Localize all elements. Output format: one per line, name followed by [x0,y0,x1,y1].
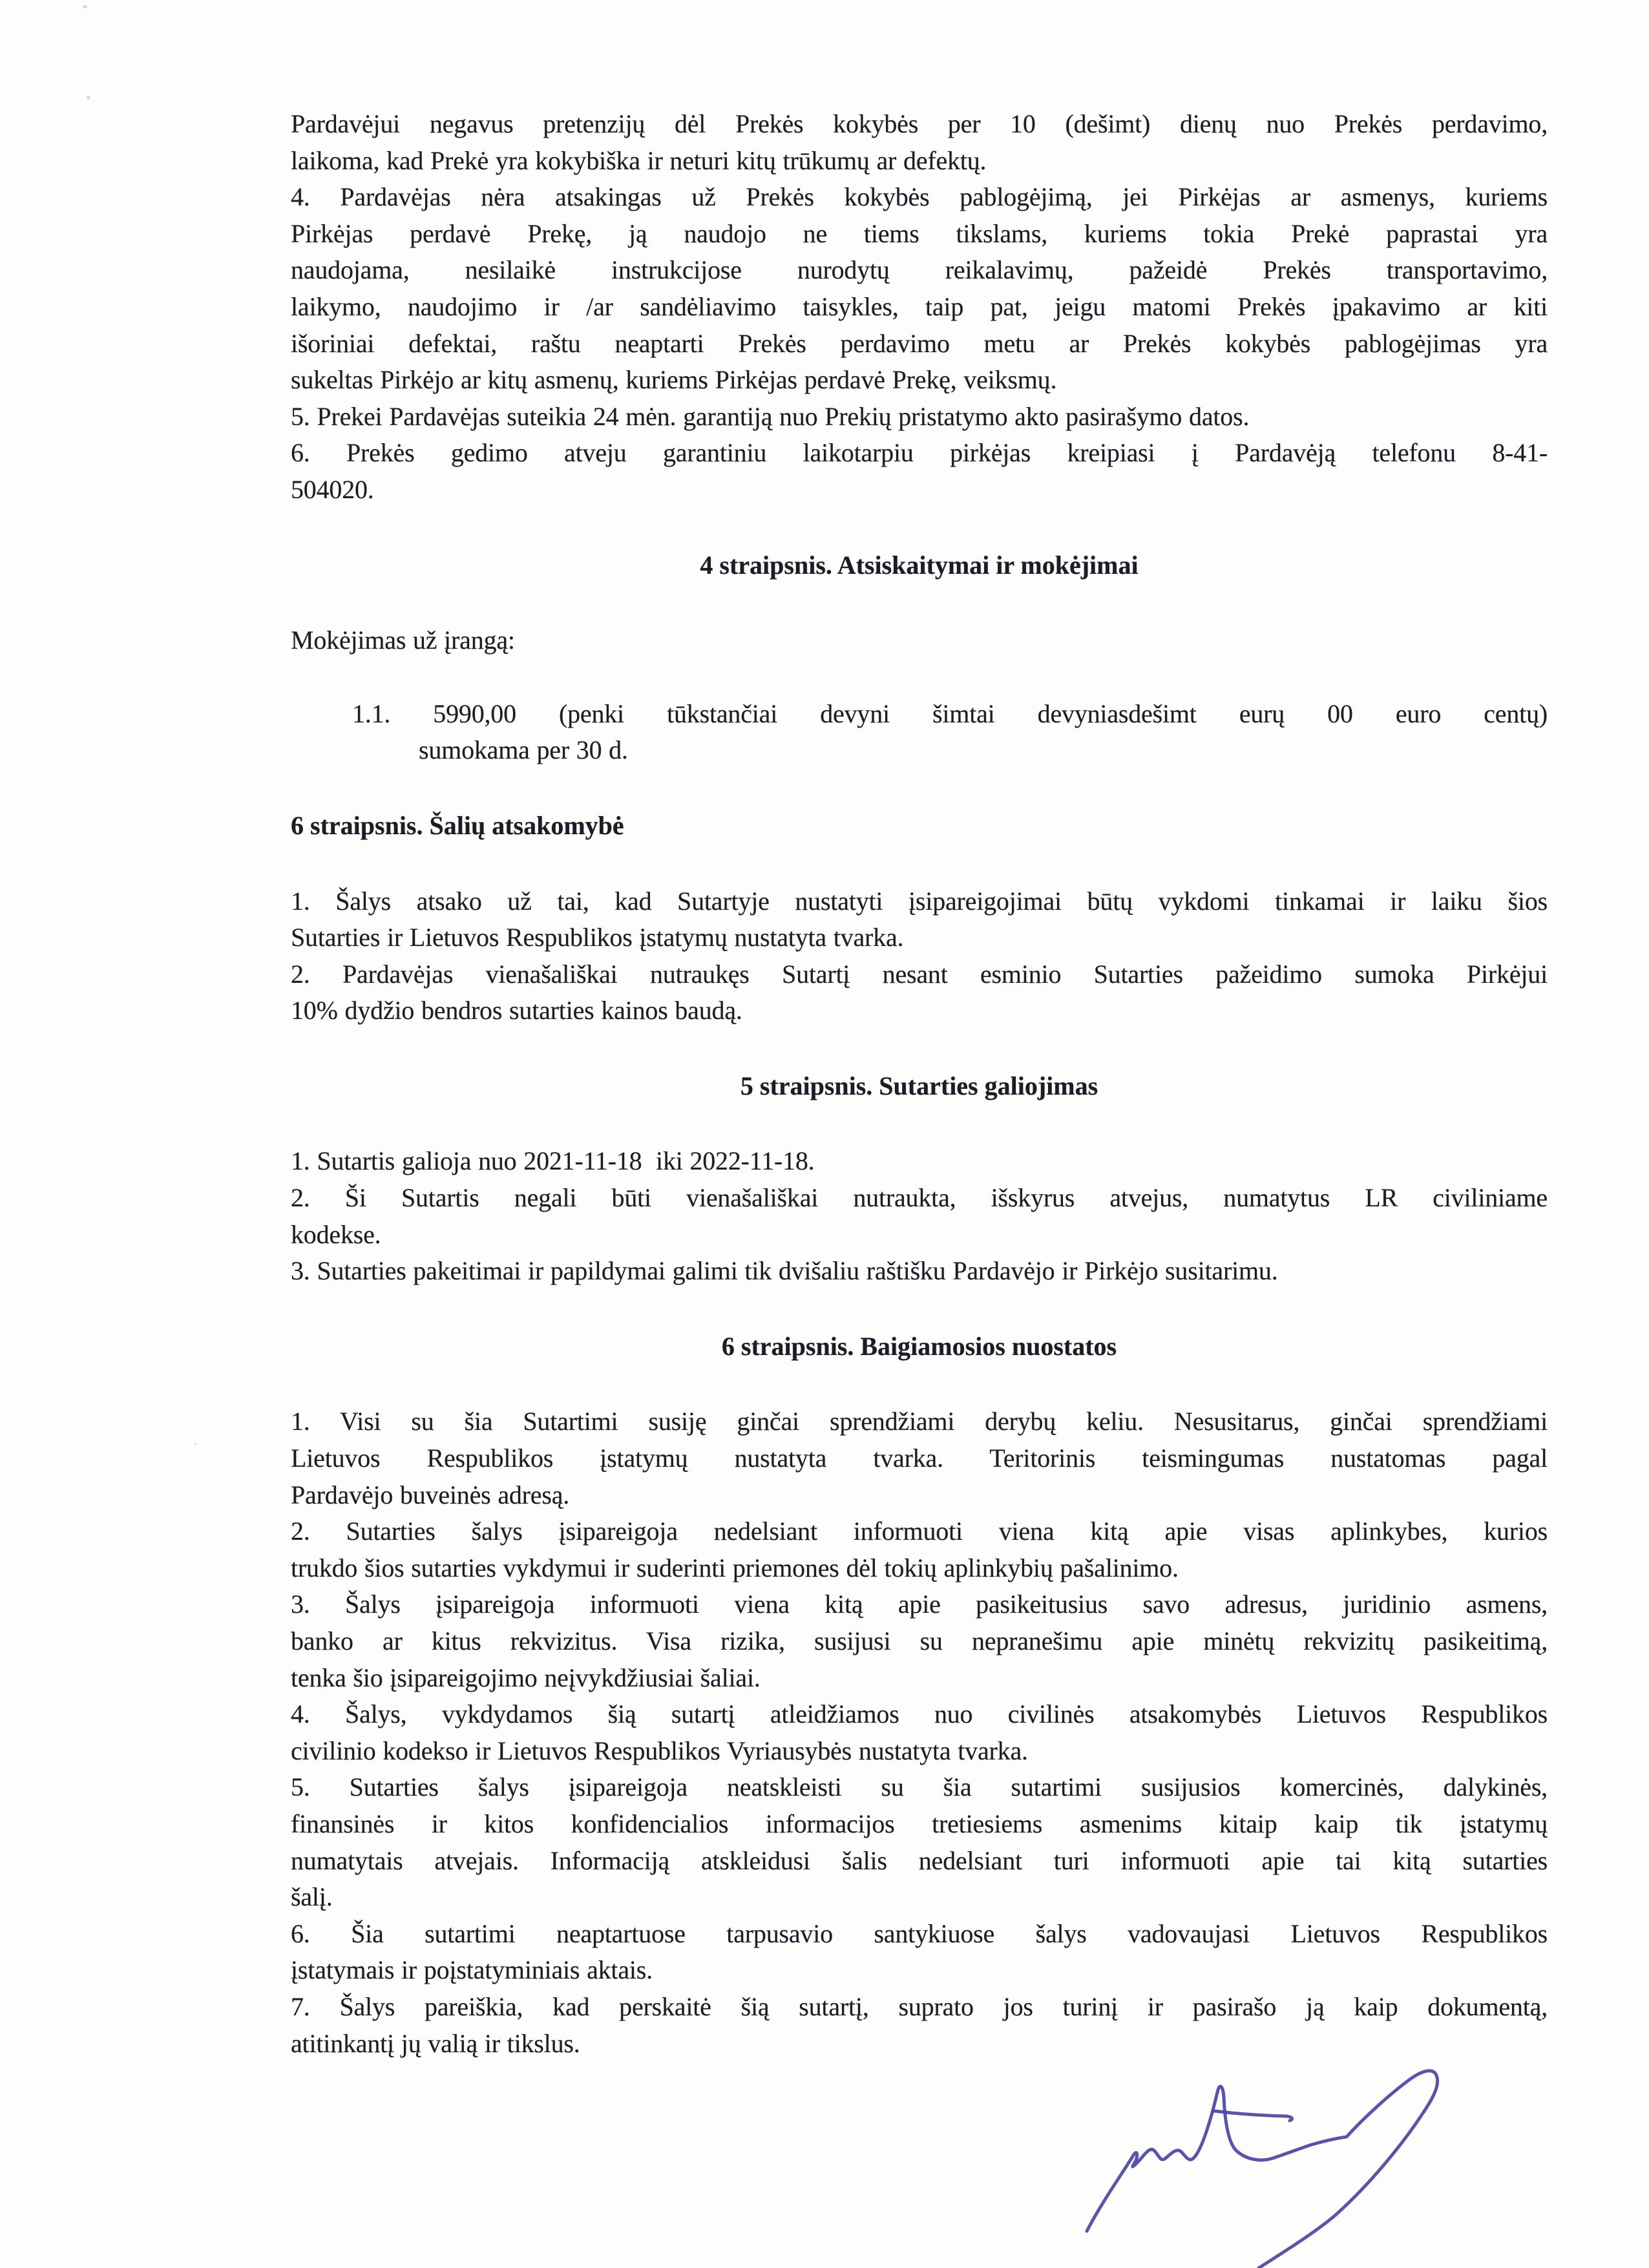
text-line: 10% dydžio bendros sutarties kainos baudą. [291,996,742,1025]
text-line: atitinkantį jų valią ir tikslus. [291,2028,580,2058]
paragraph [291,883,1548,956]
text-line: 5. Prekei Pardavėjas suteikia 24 mėn. garantiją nuo Prekių pristatymo akto pasirašymo datos. [291,401,1250,431]
text-line: Pardavėjui negavus pretenzijų dėl Prekės kokybės per 10 (dešimt) dienų nuo Prekės perdavimo, [291,109,1548,138]
signature-main-stroke [1087,2071,1438,2268]
text-line: 7. Šalys pareiškia, kad perskaitė šią sutartį, suprato jos turinį ir pasirašo ją kaip dokumentą, [291,1991,1548,2021]
text-line: 1. Šalys atsako už tai, kad Sutartyje nustatyti įsipareigojimai būtų vykdomi tinkamai ir laiku šios [291,886,1548,916]
paragraph [291,956,1548,1029]
paragraph [291,622,1548,659]
section-heading: 6 straipsnis. Baigiamosios nuostatos [721,1331,1117,1361]
section-heading: 6 straipsnis. Šalių atsakomybė [291,810,624,840]
text-line: Pirkėjas perdavė Prekę, ją naudojo ne tiems tikslams, kuriems tokia Prekė paprastai yra [291,218,1548,248]
scan-speck [83,5,87,8]
text-line: Sutarties ir Lietuvos Respublikos įstatymų nustatyta tvarka. [291,923,904,952]
text-line: tenka šio įsipareigojimo neįvykdžiusiai šaliai. [291,1663,761,1692]
paragraph [291,106,1548,179]
paragraph [291,179,1548,399]
text-line: numatytais atvejais. Informaciją atskleidusi šalis nedelsiant turi informuoti apie tai kitą sutarties [291,1845,1548,1875]
text-line: sukeltas Pirkėjo ar kitų asmenų, kuriems Pirkėjas perdavė Prekę, veiksmų. [291,365,1057,395]
scan-speck [87,96,90,100]
paragraph [291,696,1548,769]
text-line: 1. Sutartis galioja nuo 2021-11-18 iki 2022-11-18. [291,1146,815,1176]
text-line: 2. Ši Sutartis negali būti vienašališkai nutraukta, išskyrus atvejus, numatytus LR civiliniame [291,1183,1548,1213]
text-line: 5. Sutarties šalys įsipareigoja neatskleisti su šia sutartimi susijusios komercinės, dalykinės, [291,1772,1548,1802]
paragraph [291,1143,1548,1180]
text-line: įstatymais ir poįstatyminiais aktais. [291,1955,653,1985]
text-line: 6. Šia sutartimi neaptartuose tarpusavio santykiuose šalys vadovaujasi Lietuvos Respublikos [291,1918,1548,1948]
text-line: 2. Sutarties šalys įsipareigoja nedelsiant informuoti viena kitą apie visas aplinkybes, kurios [291,1517,1548,1546]
text-line: sumokama per 30 d. [419,735,628,765]
text-line: kodekse. [291,1219,381,1249]
text-line: 4. Pardavėjas nėra atsakingas už Prekės kokybės pablogėjimą, jei Pirkėjas ar asmenys, kuriems [291,182,1548,212]
text-line: laikymo, naudojimo ir /ar sandėliavimo taisykles, taip pat, jeigu matomi Prekės įpakavimo ar kiti [291,291,1548,321]
scan-speck [194,1443,197,1445]
text-line: 6. Prekės gedimo atveju garantiniu laikotarpiu pirkėjas kreipiasi į Pardavėją telefonu 8-41- [291,438,1548,468]
text-line: išoriniai defektai, raštu neaptarti Prekės perdavimo metu ar Prekės kokybės pablogėjimas yra [291,328,1548,358]
paragraph [291,435,1548,508]
paragraph [291,1180,1548,1253]
text-line: šalį. [291,1882,333,1912]
paragraph [291,1513,1548,1586]
text-line: 1. Visi su šia Sutartimi susiję ginčai sprendžiami derybų keliu. Nesusitarus, ginčai sprendžiami [291,1407,1548,1436]
paragraph [291,1696,1548,1769]
paragraph [291,1403,1548,1513]
paragraph [291,1769,1548,1915]
text-line: 3. Šalys įsipareigoja informuoti viena kitą apie pasikeitusius savo adresus, juridinio asmens, [291,1590,1548,1619]
text-line: civilinio kodekso ir Lietuvos Respublikos Vyriausybės nustatyta tvarka. [291,1736,1028,1765]
text-line: trukdo šios sutarties vykdymui ir suderinti priemones dėl tokių aplinkybių pašalinimo. [291,1553,1179,1582]
text-line: Pardavėjo buveinės adresą. [291,1480,570,1509]
document-body [291,106,1548,2062]
text-line: 2. Pardavėjas vienašališkai nutraukęs Sutartį nesant esminio Sutarties pažeidimo sumoka Pirkėjui [291,959,1548,989]
paragraph [291,1916,1548,1989]
text-line: 1.1. 5990,00 (penki tūkstančiai devyni šimtai devyniasdešimt eurų 00 euro centų) [352,698,1548,728]
text-line: 4. Šalys, vykdydamos šią sutartį atleidžiamos nuo civilinės atsakomybės Lietuvos Respublikos [291,1699,1548,1729]
text-line: 504020. [291,474,374,504]
section-heading: 4 straipsnis. Atsiskaitymai ir mokėjimai [700,550,1139,580]
paragraph [291,1253,1548,1290]
paragraph [291,399,1548,436]
text-line: Lietuvos Respublikos įstatymų nustatyta tvarka. Teritorinis teismingumas nustatomas pagal [291,1444,1548,1473]
text-line: banko ar kitus rekvizitus. Visa rizika, susijusi su nepranešimu apie minėtų rekvizitų pasikeitimą, [291,1626,1548,1655]
signature-ink [1066,2035,1518,2268]
text-line: naudojama, nesilaikė instrukcijose nurodytų reikalavimų, pažeidė Prekės transportavimo, [291,255,1548,285]
text-line: Mokėjimas už įrangą: [291,625,515,655]
section-heading: 5 straipsnis. Sutarties galiojimas [740,1071,1098,1100]
text-line: finansinės ir kitos konfidencialios informacijos tretiesiems asmenims kitaip kaip tik įstatymų [291,1809,1548,1838]
text-line: 3. Sutarties pakeitimai ir papildymai galimi tik dvišaliu raštišku Pardavėjo ir Pirkėjo susitarimu. [291,1256,1278,1286]
text-line: laikoma, kad Prekė yra kokybiška ir neturi kitų trūkumų ar defektų. [291,145,987,175]
paragraph [291,1586,1548,1696]
